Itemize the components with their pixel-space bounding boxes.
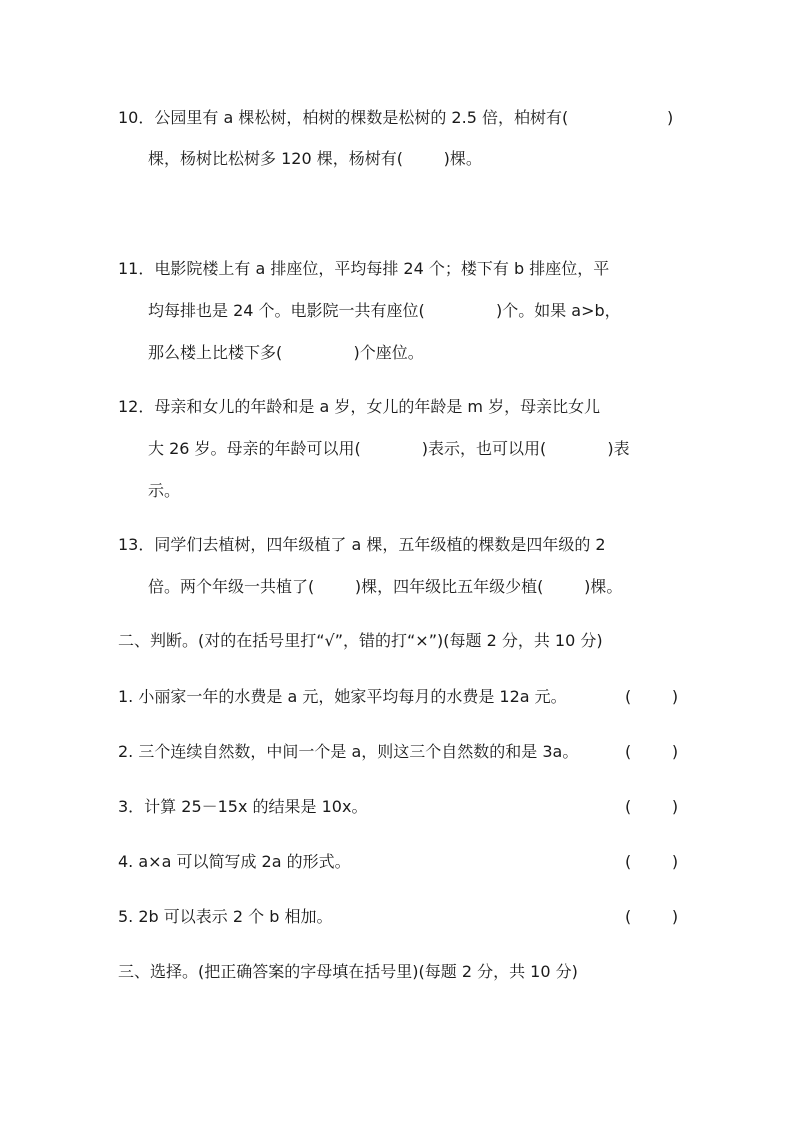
question-11-line-1: 11．电影院楼上有 a 排座位，平均每排 24 个；楼下有 b 排座位，平	[118, 259, 610, 278]
question-13-line-1: 13．同学们去植树，四年级植了 a 棵，五年级植的棵数是四年级的 2	[118, 535, 606, 554]
section-3-heading: 三、选择。(把正确答案的字母填在括号里)(每题 2 分，共 10 分)	[118, 962, 578, 981]
question-13-line-2: 倍。两个年级一共植了( )棵，四年级比五年级少植( )棵。	[148, 577, 623, 596]
judge-item-2: 2. 三个连续自然数，中间一个是 a，则这三个自然数的和是 3a。	[118, 742, 579, 761]
judge-item-3-blank: ( )	[625, 797, 679, 816]
question-11-line-3: 那么楼上比楼下多( )个座位。	[148, 343, 424, 362]
judge-item-1-blank: ( )	[625, 687, 679, 706]
question-10-line-2: 棵，杨树比松树多 120 棵，杨树有( )棵。	[148, 149, 482, 168]
judge-item-5-blank: ( )	[625, 907, 679, 926]
question-12-line-2: 大 26 岁。母亲的年龄可以用( )表示，也可以用( )表	[148, 439, 630, 458]
question-12-line-1: 12．母亲和女儿的年龄和是 a 岁，女儿的年龄是 m 岁，母亲比女儿	[118, 397, 601, 416]
judge-item-3: 3．计算 25－15x 的结果是 10x。	[118, 797, 368, 816]
judge-item-2-blank: ( )	[625, 742, 679, 761]
judge-item-4-blank: ( )	[625, 852, 679, 871]
question-10-line-1: 10．公园里有 a 棵松树，柏树的棵数是松树的 2.5 倍，柏树有(	[118, 108, 569, 127]
question-12-line-3: 示。	[148, 481, 181, 500]
question-10-answer-blank-close: )	[667, 108, 674, 127]
judge-item-1: 1. 小丽家一年的水费是 a 元，她家平均每月的水费是 12a 元。	[118, 687, 567, 706]
section-2-heading: 二、判断。(对的在括号里打“√”，错的打“×”)(每题 2 分，共 10 分)	[118, 631, 603, 650]
question-11-line-2: 均每排也是 24 个。电影院一共有座位( )个。如果 a>b，	[148, 301, 621, 320]
judge-item-5: 5. 2b 可以表示 2 个 b 相加。	[118, 907, 333, 926]
judge-item-4: 4. a×a 可以简写成 2a 的形式。	[118, 852, 351, 871]
